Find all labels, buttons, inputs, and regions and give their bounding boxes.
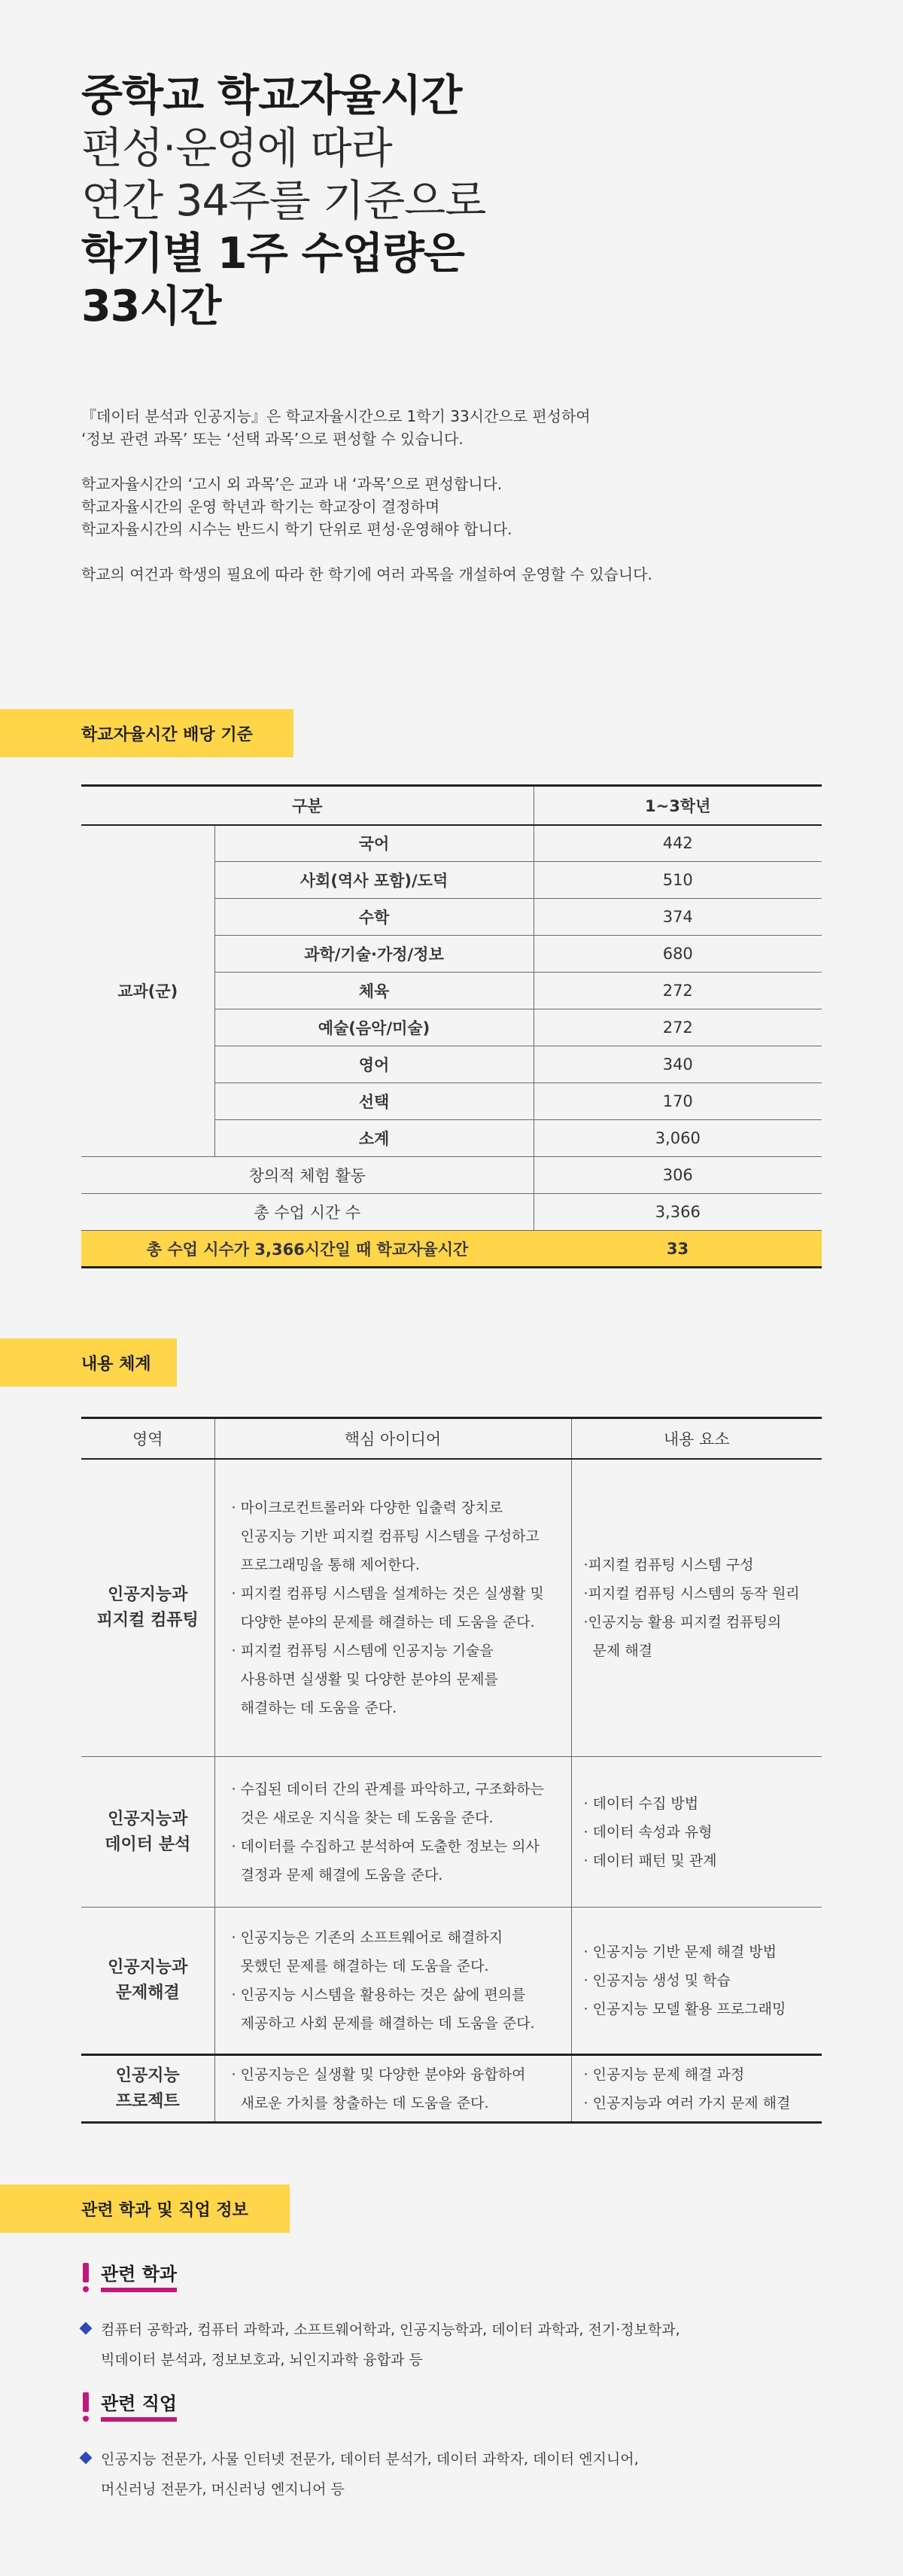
intro-paragraph [81,473,834,540]
table-header-row [81,1418,822,1459]
table-header-row [81,786,822,825]
content-element-line: · 인공지능과 여러 가지 문제 해결 [583,2094,791,2112]
table-row [81,1908,822,2055]
hours-cell: 680 [534,936,822,973]
area-label: 인공지능과 [108,1585,188,1604]
area-cell [81,1459,214,1757]
table-row [81,1459,822,1757]
core-idea-line: · 인공지능 시스템을 활용하는 것은 삶에 편의를 [231,1987,526,2003]
content-element-line: · 인공지능 문제 해결 과정 [583,2066,745,2083]
table-row [81,2055,822,2123]
content-element-cell [571,1908,822,2055]
diamond-bullet-icon [80,2322,93,2335]
header-core-idea: 핵심 아이디어 [214,1418,571,1459]
intro-text [81,405,834,608]
content-element-line: · 인공지능 모델 활용 프로그래밍 [583,2001,786,2017]
subject-cell: 사회(역사 포함)/도덕 [214,862,534,899]
intro-line: ‘정보 관련 과목’ 또는 ‘선택 과목’으로 편성할 수 있습니다. [81,430,464,448]
header-content-elements: 내용 요소 [571,1418,822,1459]
table-row [81,1757,822,1908]
content-element-cell [571,1757,822,1908]
core-idea-line: · 피지컬 컴퓨팅 시스템을 설계하는 것은 실생활 및 [231,1585,544,1602]
related-dept-label: 관련 학과 [101,2264,177,2292]
hero-line-2: 편성·운영에 따라 [81,123,392,173]
intro-line: 『데이터 분석과 인공지능』은 학교자율시간으로 1학기 33시간으로 편성하여 [81,407,591,425]
hours-cell: 3,060 [534,1120,822,1157]
creative-activity-label: 창의적 체험 활동 [81,1157,534,1194]
core-idea-line: 다양한 분야의 문제를 해결하는 데 도움을 준다. [231,1613,535,1631]
area-cell [81,2055,214,2123]
content-element-line: ·인공지능 활용 피지컬 컴퓨팅의 [583,1613,782,1631]
core-idea-cell [214,1757,571,1908]
subject-cell: 영어 [214,1046,534,1083]
core-idea-line: · 마이크로컨트롤러와 다양한 입출력 장치로 [231,1499,503,1516]
hours-cell: 374 [534,899,822,936]
highlight-row [81,1231,822,1268]
area-label: 문제해결 [115,1984,180,2002]
hours-cell: 272 [534,1009,822,1046]
hero-line-3: 연간 34주를 기준으로 [81,176,486,226]
header-category: 구분 [81,786,534,825]
related-dept-line: 컴퓨터 공학과, 컴퓨터 과학과, 소프트웨어학과, 인공지능학과, 데이터 과학과, 전기·정보학과, [101,2322,680,2338]
table-row [81,1157,822,1194]
area-label: 인공지능 [115,2066,180,2085]
hours-cell: 442 [534,825,822,862]
core-idea-line: 못했던 문제를 해결하는 데 도움을 준다. [231,1958,489,1975]
core-idea-line: · 데이터를 수집하고 분석하여 도출한 정보는 의사 [231,1838,540,1855]
core-idea-line: · 인공지능은 기존의 소프트웨어로 해결하지 [231,1929,503,1946]
content-element-line: · 데이터 속성과 유형 [583,1823,713,1841]
hero-heading [81,69,834,333]
content-element-cell [571,1459,822,1757]
table-row [81,825,822,862]
section-banner-allocation: 학교자율시간 배당 기준 [0,709,293,757]
content-element-line: 문제 해결 [583,1642,653,1659]
highlight-label: 총 수업 시수가 3,366시간일 때 학교자율시간 [81,1231,534,1268]
subject-cell: 국어 [214,825,534,862]
exclamation-icon [81,2263,90,2293]
related-job-list [81,2444,639,2504]
related-job-heading [81,2392,177,2422]
core-idea-cell [214,2055,571,2123]
table-row [81,1194,822,1231]
area-cell [81,1908,214,2055]
header-area: 영역 [81,1418,214,1459]
intro-line: 학교자율시간의 ‘고시 외 과목’은 교과 내 ‘과목’으로 편성합니다. [81,475,503,493]
hours-cell: 3,366 [534,1194,822,1231]
area-label: 데이터 분석 [105,1835,191,1854]
core-idea-line: 프로그래밍을 통해 제어한다. [231,1556,420,1573]
section-banner-related: 관련 학과 및 직업 정보 [0,2185,290,2233]
hero-line-1: 중학교 학교자율시간 [81,71,462,120]
group-label: 교과(군) [81,825,214,1157]
hero-line-4: 학기별 1주 수업량은 [81,229,464,279]
header-grade: 1~3학년 [534,786,822,825]
section-banner-content-system: 내용 체계 [0,1338,177,1387]
exclamation-icon [81,2392,90,2422]
hours-cell: 306 [534,1157,822,1194]
hours-cell: 510 [534,862,822,899]
related-dept-list [81,2315,680,2375]
core-idea-line: 해결하는 데 도움을 준다. [231,1699,397,1716]
area-label: 피지컬 컴퓨팅 [96,1610,199,1630]
area-label: 인공지능과 [108,1809,188,1828]
content-element-line: · 인공지능 기반 문제 해결 방법 [583,1944,777,1960]
subject-cell: 소계 [214,1120,534,1157]
core-idea-line: 사용하면 실생활 및 다양한 분야의 문제를 [231,1670,498,1688]
content-element-line: · 데이터 패턴 및 관계 [583,1852,717,1869]
related-dept-heading [81,2263,177,2293]
intro-line: 학교자율시간의 운영 학년과 학기는 학교장이 결정하며 [81,498,440,516]
core-idea-line: · 인공지능은 실생활 및 다양한 분야와 융합하여 [231,2066,526,2083]
diamond-bullet-icon [80,2452,93,2465]
subject-cell: 수학 [214,899,534,936]
related-job-line: 인공지능 전문가, 사물 인터넷 전문가, 데이터 분석가, 데이터 과학자, 데이터 엔지니어, [101,2451,639,2468]
intro-line: 학교자율시간의 시수는 반드시 학기 단위로 편성·운영해야 합니다. [81,520,512,538]
core-idea-line: 것은 새로운 지식을 찾는 데 도움을 준다. [231,1809,494,1826]
related-job-line: 머신러닝 전문가, 머신러닝 엔지니어 등 [101,2481,345,2498]
area-label: 인공지능과 [108,1958,188,1977]
content-element-cell [571,2055,822,2123]
core-idea-cell [214,1908,571,2055]
content-element-line: ·피지컬 컴퓨팅 시스템 구성 [583,1556,754,1573]
total-hours-label: 총 수업 시간 수 [81,1194,534,1231]
intro-paragraph [81,405,834,450]
content-element-line: ·피지컬 컴퓨팅 시스템의 동작 원리 [583,1585,800,1602]
core-idea-line: 제공하고 사회 문제를 해결하는 데 도움을 준다. [231,2015,535,2032]
hours-cell: 340 [534,1046,822,1083]
related-job-label: 관련 직업 [101,2393,177,2422]
core-idea-line: 결정과 문제 해결에 도움을 준다. [231,1866,443,1883]
subject-cell: 예술(음악/미술) [214,1009,534,1046]
area-cell [81,1757,214,1908]
hours-cell: 170 [534,1083,822,1120]
core-idea-line: · 수집된 데이터 간의 관계를 파악하고, 구조화하는 [231,1780,544,1798]
highlight-hours: 33 [534,1231,822,1268]
subject-cell: 과학/기술·가정/정보 [214,936,534,973]
content-element-line: · 인공지능 생성 및 학습 [583,1972,731,1989]
content-element-line: · 데이터 수집 방법 [583,1795,699,1812]
intro-line: 학교의 여건과 학생의 필요에 따라 한 학기에 여러 과목을 개설하여 운영할 수 있습니다. [81,565,652,583]
core-idea-line: · 피지컬 컴퓨팅 시스템에 인공지능 기술을 [231,1642,494,1659]
core-idea-line: 새로운 가치를 창출하는 데 도움을 준다. [231,2094,489,2112]
related-dept-line: 빅데이터 분석과, 정보보호과, 뇌인지과학 융합과 등 [101,2352,423,2368]
content-system-table [81,1417,822,2124]
core-idea-cell [214,1459,571,1757]
hero-line-5: 33시간 [81,282,221,331]
hours-cell: 272 [534,973,822,1009]
subject-cell: 체육 [214,973,534,1009]
allocation-table [81,784,822,1268]
core-idea-line: 인공지능 기반 피지컬 컴퓨팅 시스템을 구성하고 [231,1527,540,1545]
intro-paragraph [81,563,834,586]
area-label: 프로젝트 [115,2091,180,2111]
subject-cell: 선택 [214,1083,534,1120]
